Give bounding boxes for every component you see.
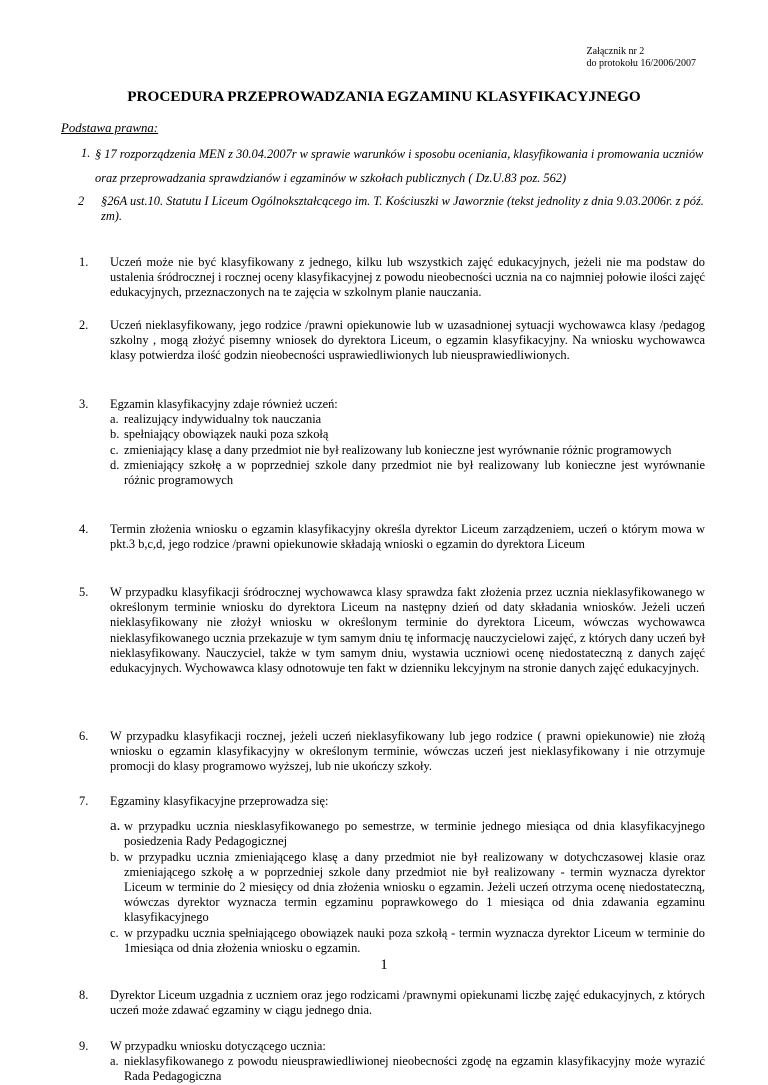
sub-item: [110, 427, 705, 442]
item-text: W przypadku klasyfikacji rocznej, jeżeli uczeń nieklasyfikowany lub jego rodzice ( prawni opiekunowie) nie złożą wniosku o egzamin klasyfikacyjny w określonym terminie, wówczas uczeń jest nieklasyfikowany i nie otrzymuje promocji do klasy programowo wyższej, lub nie ukończy szkoły.: [110, 729, 705, 774]
list-item: [79, 1039, 705, 1085]
item-text: Termin złożenia wniosku o egzamin klasyfikacyjny określa dyrektor Liceum zarządzeniem, uczeń o którym mowa w pkt.3 b,c,d, jego rodzice /prawni opiekunowie składają wnioski o egzamin do dyrektora Liceum: [110, 522, 705, 552]
legal-basis-number: 1.: [81, 146, 91, 160]
attachment-line-1: Załącznik nr 2: [586, 46, 645, 57]
sub-item-letter: a.: [110, 818, 121, 835]
sub-item-text: w przypadku ucznia zmieniającego klasę a dany przedmiot nie był realizowany w dotychczasowej klasie oraz zmieniającego szkołę a w poprzedniej szkole dany przedmiot nie był realizowany - termin wyznacza dyrektor Liceum w terminie do 2 miesięcy od dnia złożenia wniosku o egzamin. Jeżeli uczeń otrzyma ocenę niedostateczną, wówczas dyrektor wyznacza termin egzaminu poprawkowego do 1 miesiąca od dnia zdawania egzaminu klasyfikacyjnego: [124, 849, 705, 925]
item-text: Uczeń może nie być klasyfikowany z jednego, kilku lub wszystkich zajęć edukacyjnych, jeżeli nie ma podstaw do ustalenia śródrocznej i rocznej oceny klasyfikacyjnej z powodu nieobecności ucznia na co najmniej połowie ilości zajęć edukacyjnych, przeznaczonych na te zajęcia w szkolnym planie nauczania.: [110, 255, 705, 300]
item-text: W przypadku klasyfikacji śródrocznej wychowawca klasy sprawdza fakt złożenia przez ucznia nieklasyfikowanego w określonym terminie wniosku do dyrektora Liceum na następny dzień od daty składania wniosków. Jeżeli uczeń nieklasyfikowany nie złożył wniosku w określonym terminie do dyrektora Liceum, wówczas wychowawca nieklasyfikowanego ucznia przekazuje w tym samym dniu tę informację nauczycielowi zajęć, z których dany uczeń był nieklasyfikowany. Nauczyciel, także w tym samym dniu, wystawia uczniowi ocenę niedostateczną z danych zajęć edukacyjnych. Wychowawca klasy odnotowuje ten fakt w dzienniku lekcyjnym na stronie danych zajęć edukacyjnych.: [110, 585, 705, 676]
list-item: [79, 318, 705, 364]
sub-item: [110, 443, 705, 458]
legal-basis-list: [78, 146, 706, 224]
list-item: [79, 397, 705, 488]
sub-item-text: realizujący indywidualny tok nauczania: [124, 412, 322, 427]
sub-item: [110, 458, 705, 488]
document-title: PROCEDURA PRZEPROWADZANIA EGZAMINU KLASYFIKACYJNEGO: [127, 88, 641, 105]
sub-item-letter: b.: [110, 849, 120, 864]
sub-item-letter: b.: [110, 427, 120, 442]
sub-item: [110, 1054, 705, 1084]
sub-item: [110, 819, 705, 849]
item-text: Uczeń nieklasyfikowany, jego rodzice /prawni opiekunowie lub w uzasadnionej sytuacji wychowawca klasy /pedagog szkolny , mogą złożyć pisemny wniosek do dyrektora Liceum, o egzamin klasyfikacyjny. Na wniosku wychowawca klasy potwierdza ilość godzin nieobecności usprawiedliwionych lub nieusprawiedliwionych.: [110, 318, 705, 363]
list-item: [79, 729, 705, 775]
item-number: 6.: [79, 729, 89, 743]
page-number: 1: [380, 957, 388, 973]
attachment-note: [587, 46, 696, 70]
item-number: 4.: [79, 522, 89, 536]
sub-item-letter: a.: [110, 412, 119, 427]
sub-item-text: w przypadku ucznia niesklasyfikowanego po semestrze, w terminie jednego miesiąca od dnia klasyfikacyjnego posiedzenia Rady Pedagogicznej: [124, 819, 705, 849]
sub-item: [110, 850, 705, 926]
list-item: [79, 522, 705, 552]
item-number: 5.: [79, 585, 89, 599]
sub-item-letter: a.: [110, 1054, 119, 1069]
item-text: Egzamin klasyfikacyjny zdaje również uczeń:: [110, 397, 338, 411]
list-item: [79, 255, 705, 301]
item-number: 3.: [79, 397, 89, 411]
attachment-line-2: do protokołu 16/2006/2007: [586, 58, 696, 69]
sub-item: [110, 412, 705, 427]
sub-item-letter: c.: [110, 442, 119, 457]
item-text: Dyrektor Liceum uzgadnia z uczniem oraz jego rodzicami /prawnymi opiekunami liczbę zajęć edukacyjnych, z których uczeń może zdawać egzaminy w ciągu jednego dnia.: [110, 988, 705, 1018]
list-item: [79, 988, 705, 1018]
list-item: [79, 585, 705, 676]
legal-basis-item: [78, 194, 706, 224]
legal-basis-heading: Podstawa prawna:: [61, 121, 159, 135]
legal-basis-text: §26A ust.10. Statutu I Liceum Ogólnokształcącego im. T. Kościuszki w Jaworznie (tekst jednolity z dnia 9.03.2006r. z póź. zm).: [101, 194, 704, 224]
sub-item-text: zmieniający szkołę a w poprzedniej szkole dany przedmiot nie był realizowany lub konieczne jest wyrównanie różnic programowych: [124, 457, 705, 488]
legal-basis-number: 2: [78, 194, 85, 208]
legal-basis-text: § 17 rozporządzenia MEN z 30.04.2007r w sprawie warunków i sposobu oceniania, klasyfikowania i promowania uczniów oraz przeprowadzania sprawdzianów i egzaminów w szkołach publicznych ( Dz.U.83 poz. 562): [95, 147, 704, 185]
sub-item-text: zmieniający klasę a dany przedmiot nie był realizowany lub konieczne jest wyrównanie różnic programowych: [124, 442, 672, 457]
item-number: 2.: [79, 318, 89, 332]
item-number: 9.: [79, 1039, 89, 1053]
list-item: [79, 794, 705, 956]
item-number: 7.: [79, 794, 89, 808]
sub-item-text: spełniający obowiązek nauki poza szkołą: [124, 427, 329, 442]
item-text: W przypadku wniosku dotyczącego ucznia:: [110, 1039, 326, 1053]
sub-item-text: nieklasyfikowanego z powodu nieusprawiedliwionej nieobecności zgodę na egzamin klasyfikacyjny może wyrazić Rada Pedagogiczna: [124, 1054, 705, 1084]
legal-basis-item: [81, 146, 706, 190]
item-number: 8.: [79, 988, 89, 1002]
item-number: 1.: [79, 255, 89, 269]
sub-item: [110, 926, 705, 956]
sub-item-letter: c.: [110, 925, 119, 940]
sub-item-letter: d.: [110, 457, 120, 472]
sub-item-text: w przypadku ucznia spełniającego obowiązek nauki poza szkołą - termin wyznacza dyrektor Liceum w terminie do 1miesiąca od dnia złożenia wniosku o egzamin.: [124, 925, 705, 955]
item-text: Egzaminy klasyfikacyjne przeprowadza się:: [110, 794, 329, 808]
